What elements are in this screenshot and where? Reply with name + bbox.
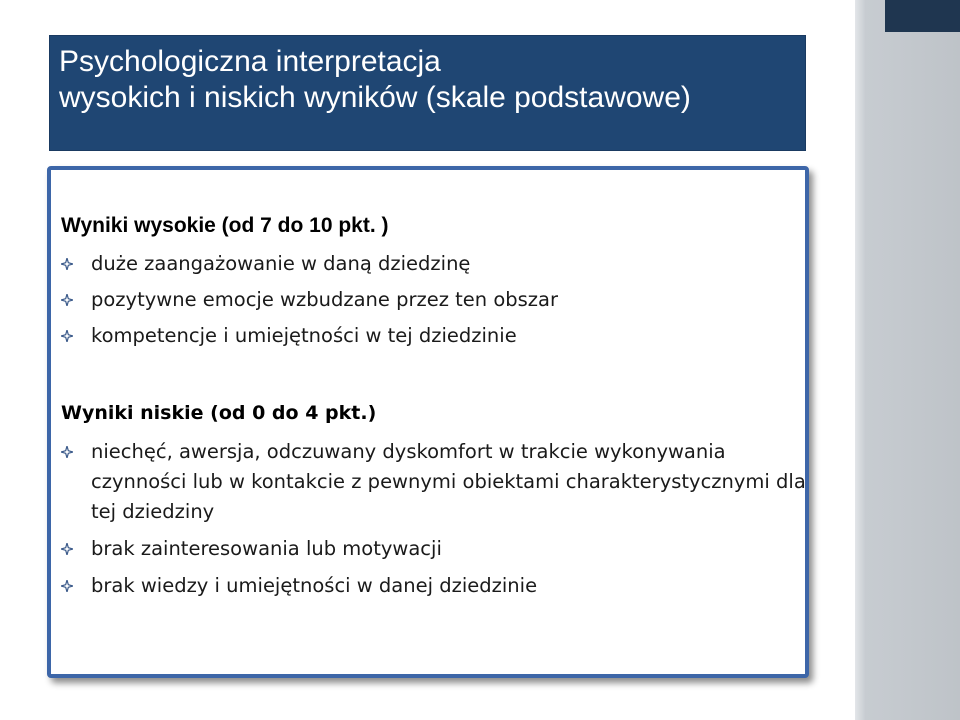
list-item-text: brak wiedzy i umiejętności w danej dziedzinie bbox=[91, 574, 538, 597]
high-scores-heading: Wyniki wysokie (od 7 do 10 pkt. ) bbox=[61, 214, 389, 237]
title-line-1: Psychologiczna interpretacja bbox=[59, 45, 441, 78]
four-point-star-icon bbox=[61, 258, 73, 270]
list-item bbox=[61, 571, 806, 601]
four-point-star-icon bbox=[61, 294, 73, 306]
low-scores-heading: Wyniki niskie (od 0 do 4 pkt.) bbox=[61, 402, 377, 424]
decorative-side-band bbox=[855, 0, 960, 720]
list-item bbox=[61, 249, 806, 279]
four-point-star-icon bbox=[61, 580, 73, 592]
list-item-text: brak zainteresowania lub motywacji bbox=[91, 537, 442, 560]
list-item bbox=[61, 321, 806, 351]
content-box bbox=[47, 166, 809, 678]
four-point-star-icon bbox=[61, 446, 73, 458]
list-item-text: duże zaangażowanie w daną dziedzinę bbox=[91, 252, 471, 275]
decorative-corner-block bbox=[885, 0, 960, 32]
low-scores-list bbox=[61, 437, 806, 608]
list-item bbox=[61, 437, 806, 527]
title-line-2: wysokich i niskich wyników (skale podstawowe) bbox=[59, 81, 691, 114]
four-point-star-icon bbox=[61, 543, 73, 555]
list-item-text: pozytywne emocje wzbudzane przez ten obszar bbox=[91, 288, 559, 311]
list-item-text: niechęć, awersja, odczuwany dyskomfort w trakcie wykonywania czynności lub w kontakcie z pewnymi obiektami charakterystycznymi dla tej dziedziny bbox=[91, 440, 806, 523]
slide-title bbox=[49, 35, 806, 151]
list-item bbox=[61, 285, 806, 315]
high-scores-list bbox=[61, 249, 806, 357]
list-item bbox=[61, 534, 806, 564]
four-point-star-icon bbox=[61, 330, 73, 342]
list-item-text: kompetencje i umiejętności w tej dziedzinie bbox=[91, 324, 517, 347]
